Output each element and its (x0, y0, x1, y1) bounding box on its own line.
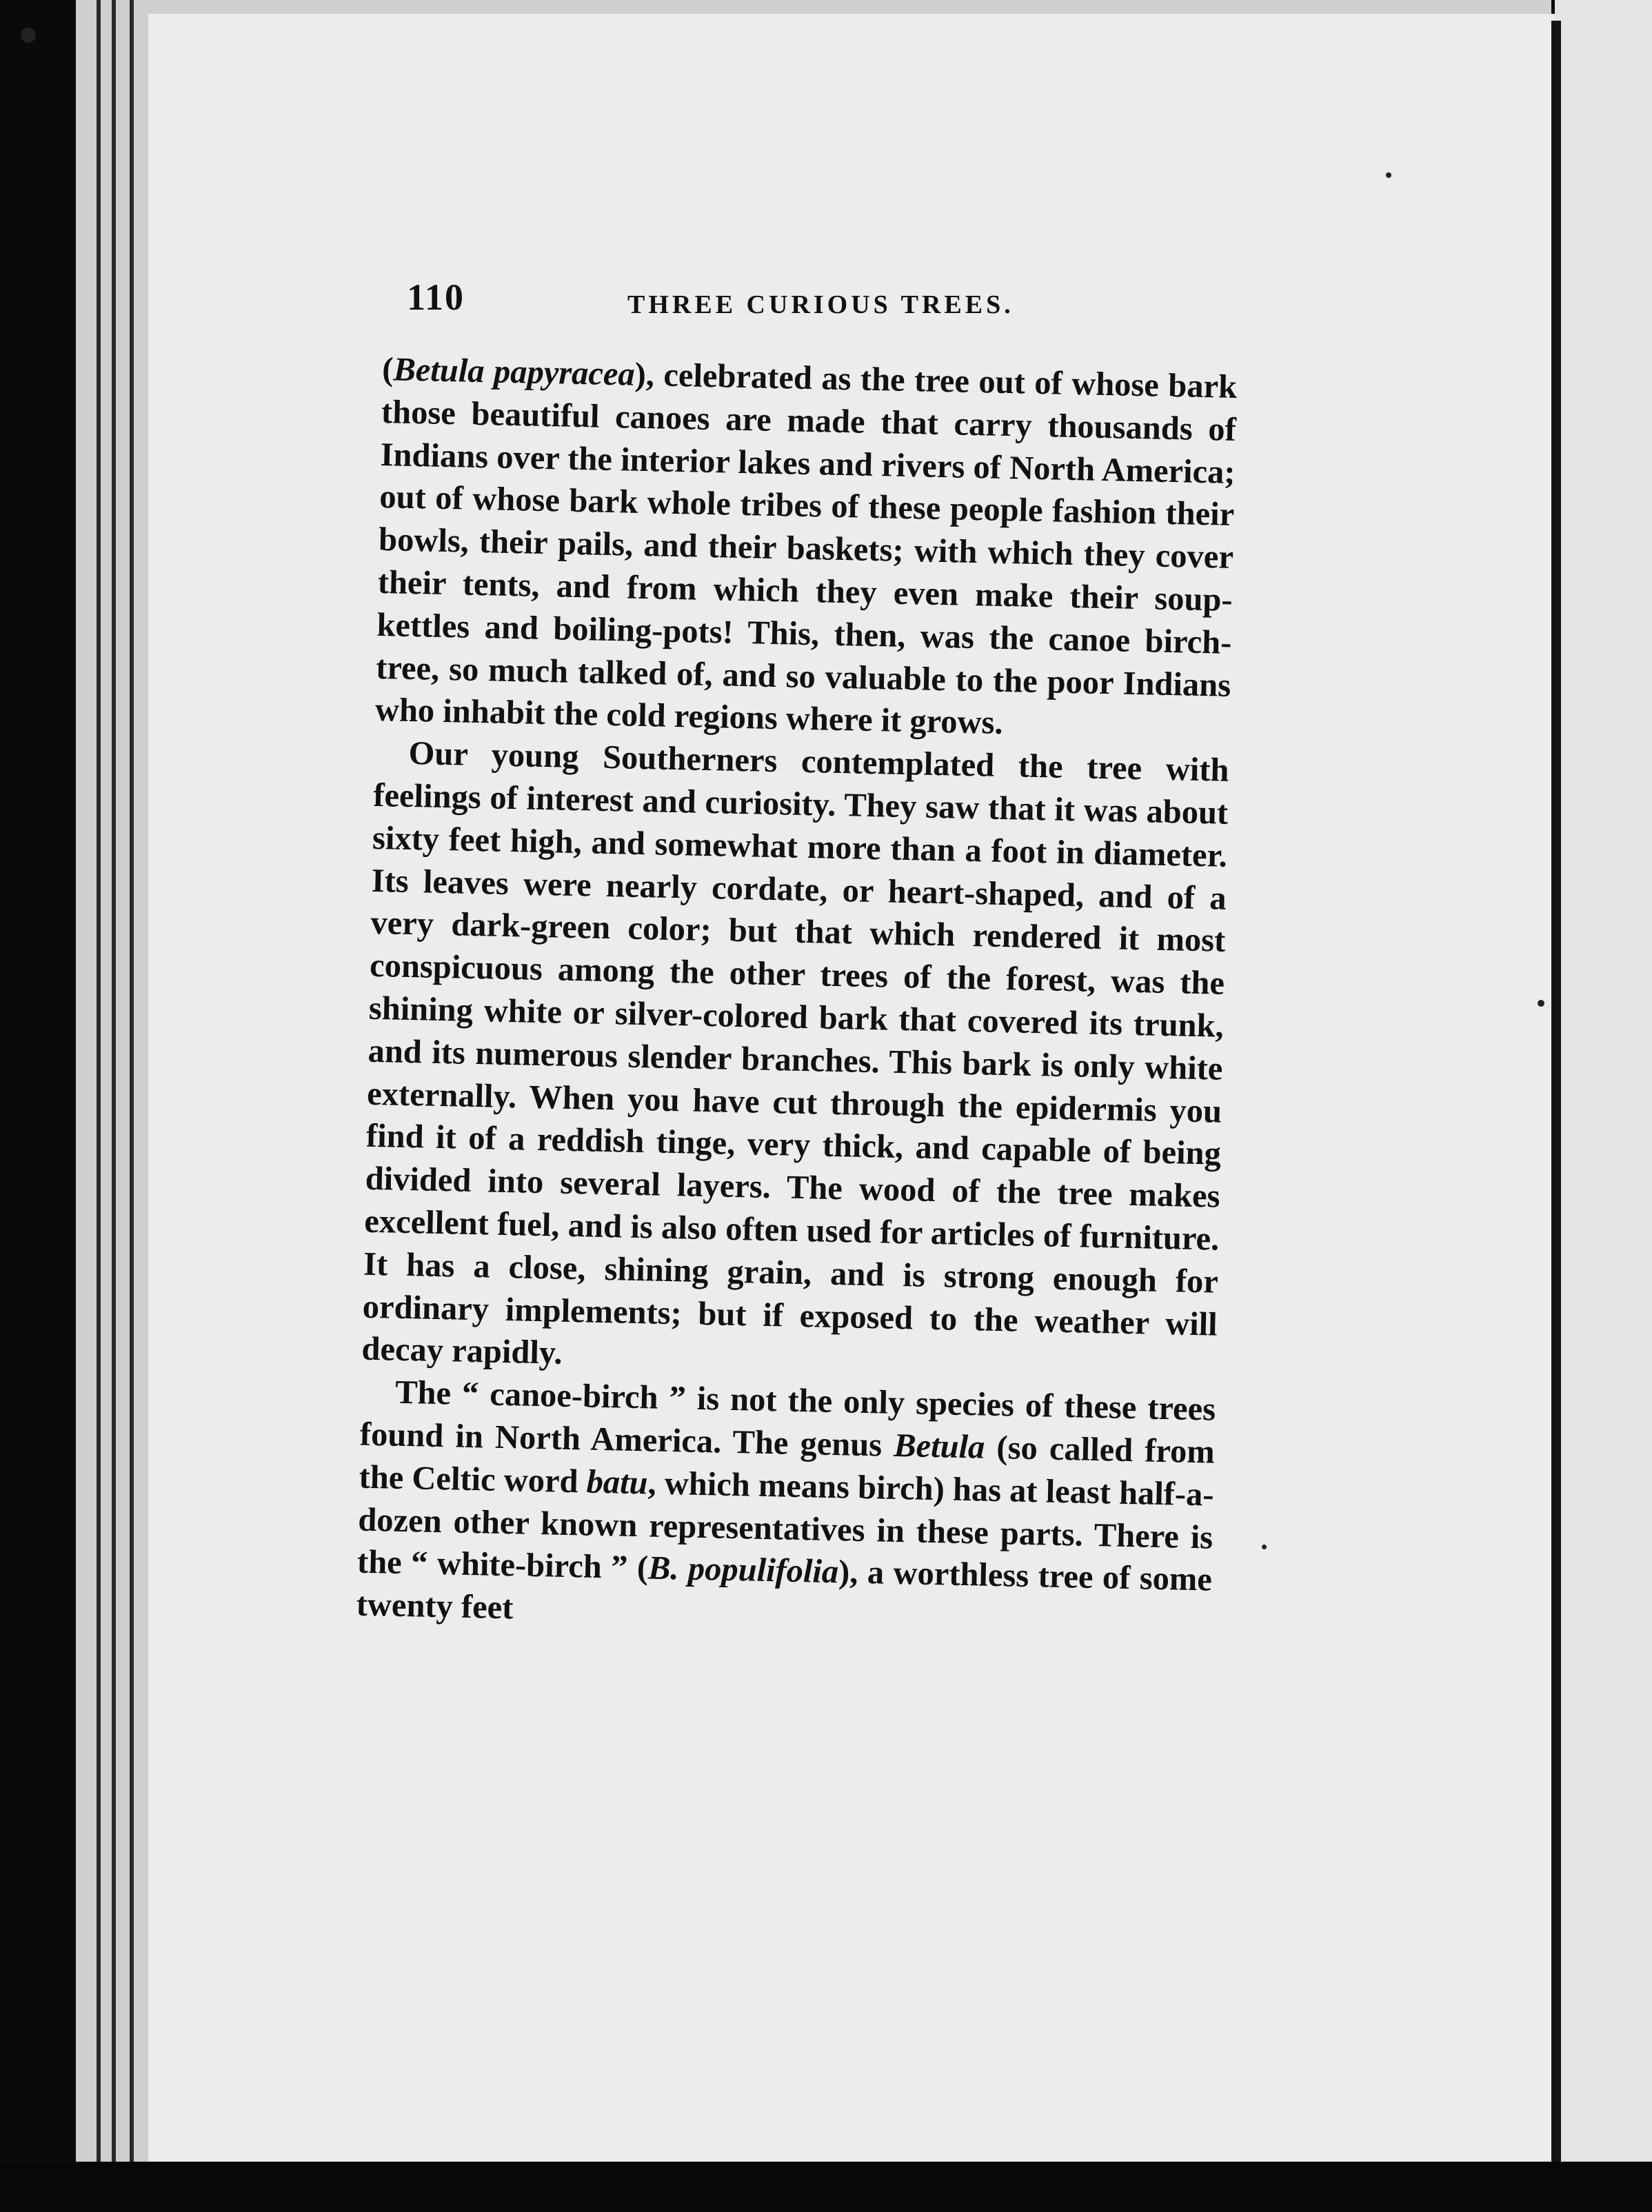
paragraph-3: The “ canoe-birch ” is not the only species of these trees found in North America. The genus Betula (so called from the Celtic word batu, which means birch) has at least half-a-dozen other known representatives in these parts. There is the “ white-birch ” (B. populifolia), a worthless tree of some twenty feet (356, 1374, 1216, 1627)
body-text (356, 348, 1238, 1644)
ink-speck (1386, 172, 1391, 178)
page-edge-line (112, 0, 116, 2212)
ink-speck (1262, 1545, 1267, 1549)
ink-speck (21, 28, 36, 43)
ink-speck (1538, 1000, 1544, 1007)
paragraph-1: (Betula papyracea), celebrated as the tree out of whose bark those beautiful canoes are made that carry thousands of Indians over the interior lakes and rivers of North America; out of whose bark whole tribes of these people fashion their bowls, their pails, and their baskets; with which they cover their tents, and from which they even make their soup-kettles and boiling-pots! This, then, was the canoe birch-tree, so much talked of, and so valuable to the poor Indians who inhabit the cold regions where it grows. (374, 350, 1238, 742)
page-number: 110 (407, 276, 465, 318)
gutter-shadow (1551, 21, 1561, 2172)
page-edge-line (97, 0, 101, 2212)
page-edge-line (130, 0, 134, 2212)
running-title: THREE CURIOUS TREES. (627, 290, 1014, 319)
scan-border (0, 2162, 1652, 2212)
paragraph-2: Our young Southerners contemplated the tree with feelings of interest and curiosity. They saw that it was about sixty feet high, and somewhat more than a foot in diameter. Its leaves were nearly cordate, or heart-shaped, and of a very dark-green color; but that which rendered it most conspicuous among the other trees of the forest, was the shining white or silver-colored bark that covered its trunk, and its numerous slender branches. This bark is only white externally. When you have cut through the epidermis you find it of a reddish tinge, very thick, and capable of being divided into several layers. The wood of the tree makes excellent fuel, and is also often used for articles of furniture. It has a close, shining grain, and is strong enough for ordinary implements; but if exposed to the weather will decay rapidly. (361, 735, 1229, 1372)
running-head (407, 276, 1234, 338)
facing-page-edge (1555, 0, 1652, 2212)
